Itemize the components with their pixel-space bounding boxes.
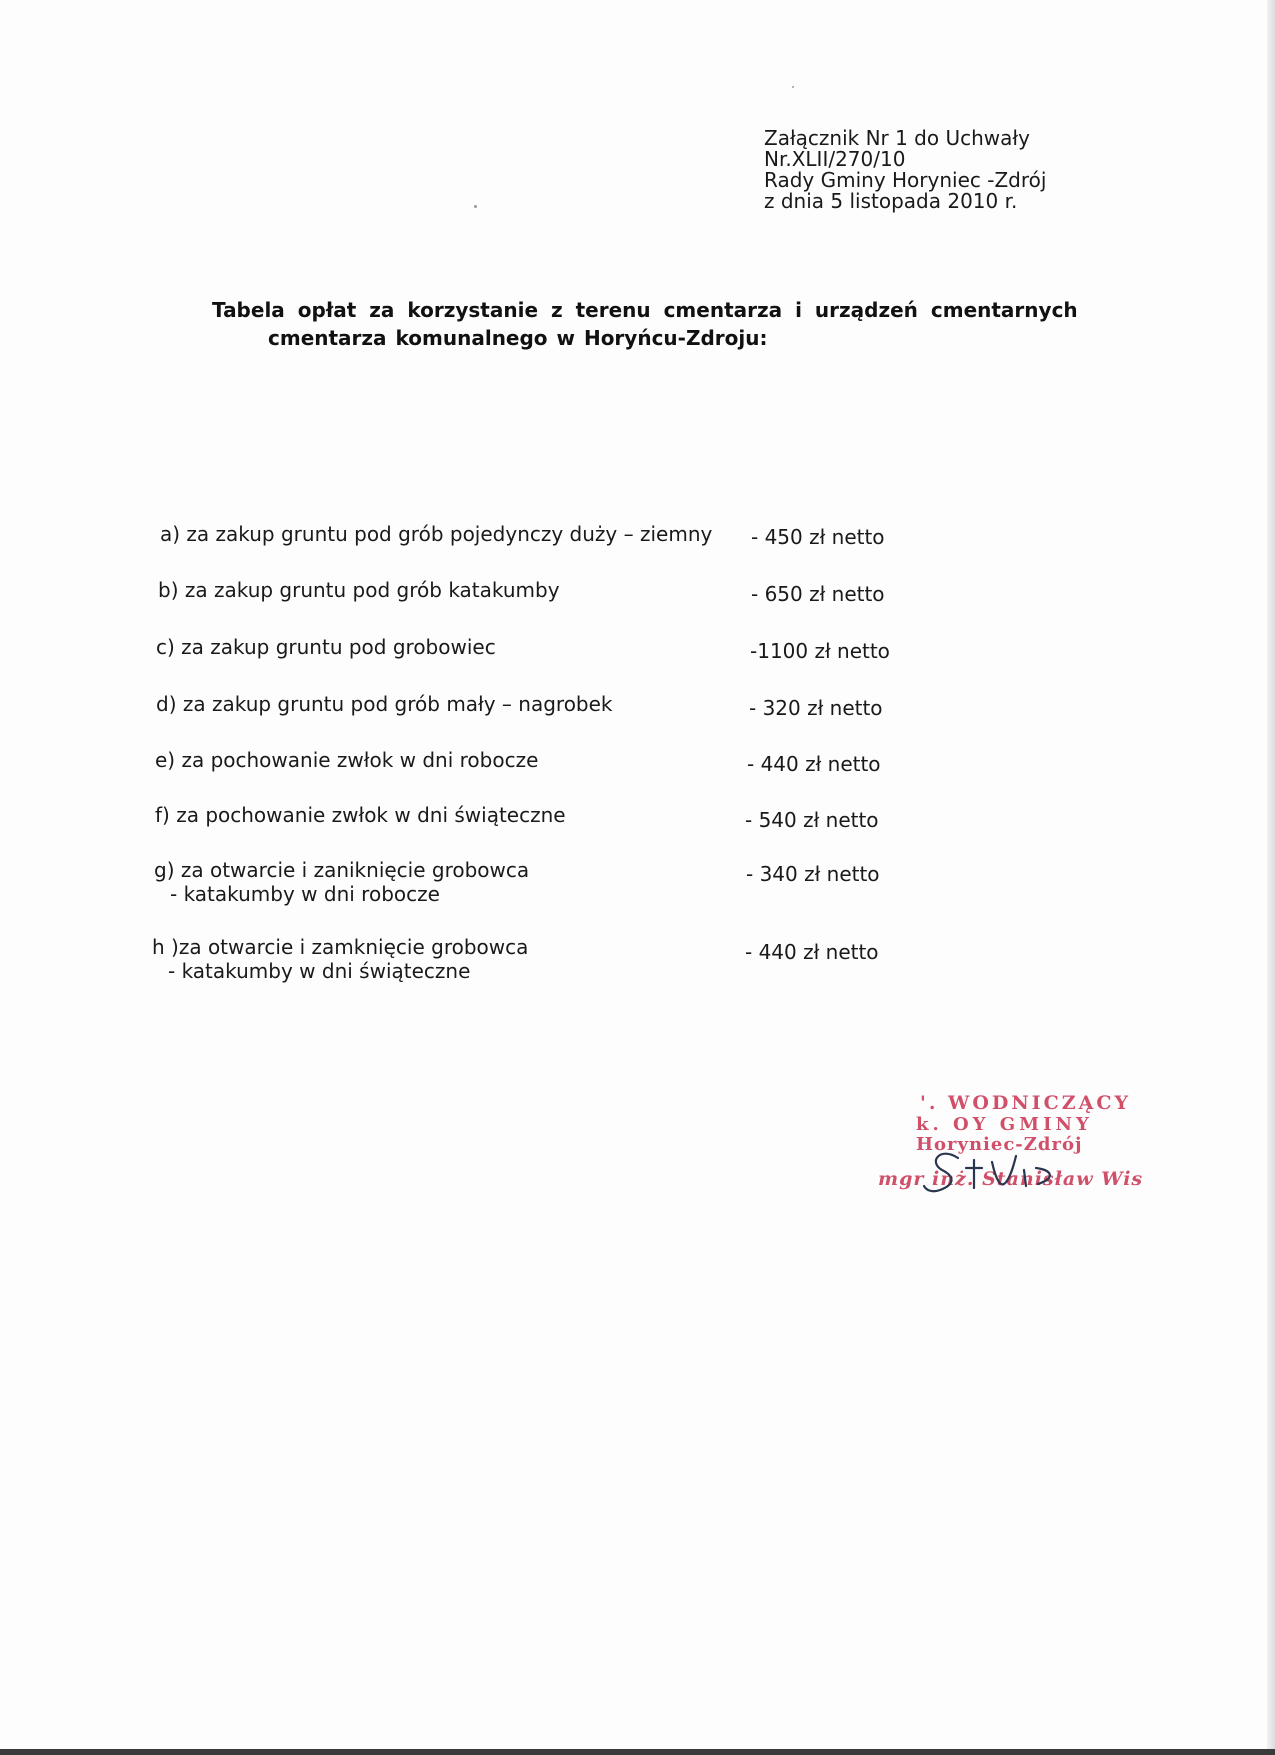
fee-item-price: -1100 zł netto: [750, 639, 890, 663]
fee-item-label: h )za otwarcie i zamknięcie grobowca: [152, 935, 529, 959]
fee-item-price: - 450 zł netto: [751, 525, 885, 549]
fee-item-price: - 540 zł netto: [745, 808, 879, 832]
fee-item-price: - 650 zł netto: [751, 582, 885, 606]
fee-item-price: - 320 zł netto: [749, 696, 883, 720]
fee-item-label: b) za zakup gruntu pod grób katakumby: [158, 578, 560, 602]
document-title: [212, 296, 1078, 352]
fee-item-price: - 440 zł netto: [745, 940, 879, 964]
fee-item: [156, 635, 496, 659]
fee-item: [155, 803, 566, 827]
fee-item-sublabel: - katakumby w dni robocze: [170, 882, 440, 906]
scan-edge: [1267, 0, 1275, 1755]
fee-item: [156, 692, 613, 716]
header-line: Nr.XLII/270/10: [764, 147, 906, 171]
fee-item-label: g) za otwarcie i zaniknięcie grobowca: [154, 858, 530, 882]
handwritten-signature: [920, 1140, 1070, 1210]
stamp-line: k. OY GMINY: [916, 1114, 1093, 1135]
fee-item-label: a) za zakup gruntu pod grób pojedynczy duży – ziemny: [160, 522, 713, 546]
fee-item-label: c) za zakup gruntu pod grobowiec: [156, 635, 496, 659]
title-line: Tabela opłat za korzystanie z terenu cmentarza i urządzeń cmentarnych: [212, 298, 1078, 322]
header-line: Załącznik Nr 1 do Uchwały: [764, 126, 1030, 150]
header-line: z dnia 5 listopada 2010 r.: [764, 189, 1018, 213]
fee-item: [158, 578, 560, 602]
scan-speck: [474, 205, 477, 208]
title-line: cmentarza komunalnego w Horyńcu-Zdroju:: [268, 326, 768, 350]
stamp-line: Horyniec-Zdrój: [916, 1134, 1083, 1155]
fee-item: [155, 748, 538, 772]
fee-item-label: e) za pochowanie zwłok w dni robocze: [155, 748, 539, 772]
scan-bottom-edge: [0, 1749, 1275, 1755]
fee-item: [160, 522, 712, 546]
stamp-line: '. WODNICZĄCY: [920, 1092, 1132, 1114]
stamp-line: mgr inż. Stanisław Wis: [878, 1168, 1144, 1190]
fee-item-price: - 340 zł netto: [746, 862, 880, 886]
attachment-header: [764, 128, 1046, 212]
fee-item-sublabel: - katakumby w dni świąteczne: [168, 959, 471, 983]
fee-item: [152, 935, 528, 983]
fee-item-label: d) za zakup gruntu pod grób mały – nagrobek: [156, 692, 613, 716]
fee-item: [154, 858, 529, 906]
scan-speck: [792, 86, 794, 88]
fee-item-label: f) za pochowanie zwłok w dni świąteczne: [155, 803, 566, 827]
header-line: Rady Gminy Horyniec -Zdrój: [764, 168, 1047, 192]
fee-item-price: - 440 zł netto: [747, 752, 881, 776]
